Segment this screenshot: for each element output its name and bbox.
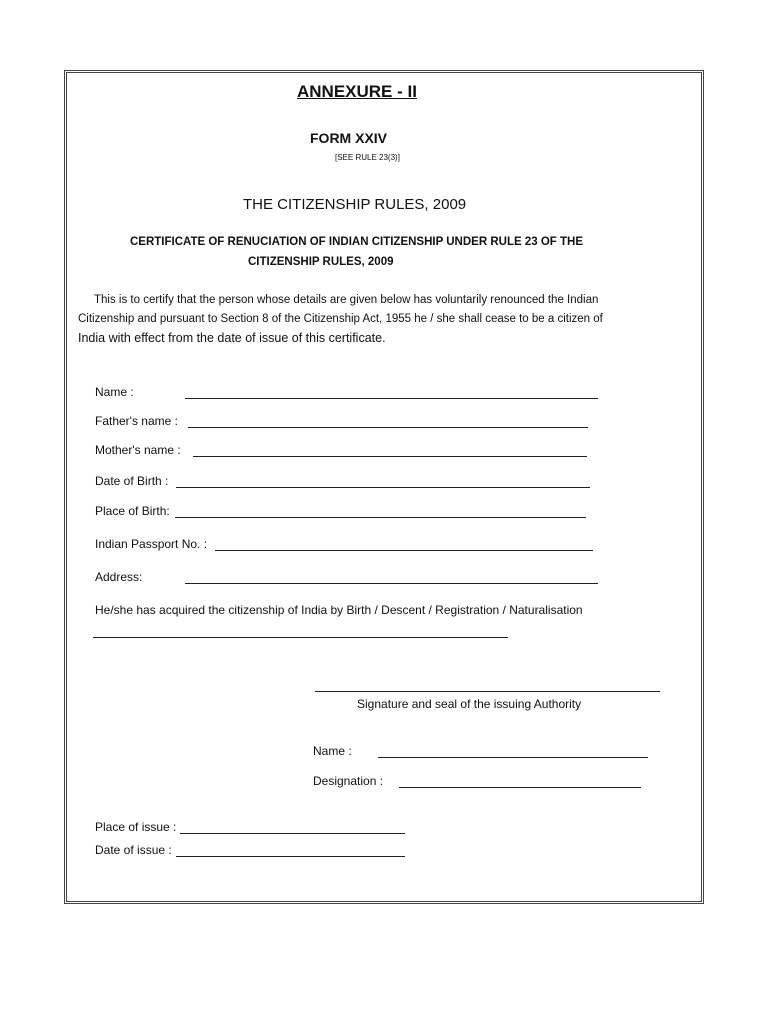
authority-designation-label: Designation :	[313, 774, 384, 788]
field-place-of-birth	[95, 504, 170, 518]
field-label: Address:	[95, 570, 143, 584]
field-label: Mother's name :	[95, 443, 181, 457]
signature-caption: Signature and seal of the issuing Authority	[357, 697, 582, 711]
place-of-issue-label: Place of issue :	[95, 820, 177, 834]
authority-designation-entry-line[interactable]	[399, 776, 641, 788]
acquired-citizenship-statement: He/she has acquired the citizenship of India by Birth / Descent / Registration / Naturalisation	[95, 603, 583, 617]
paragraph-line: India with effect from the date of issue of this certificate.	[78, 331, 386, 345]
annexure-heading: ANNEXURE - II	[297, 82, 417, 101]
place-of-issue-entry-line[interactable]	[180, 822, 405, 834]
certification-paragraph	[78, 291, 678, 348]
field-father-name	[95, 414, 178, 428]
date-of-birth-entry-line[interactable]	[176, 476, 590, 488]
father-name-entry-line[interactable]	[188, 416, 588, 428]
address-entry-line[interactable]	[185, 572, 598, 584]
paragraph-line: Citizenship and pursuant to Section 8 of the Citizenship Act, 1955 he / she shall cease to be a citizen of	[78, 313, 603, 325]
certificate-title-line1: CERTIFICATE OF RENUCIATION OF INDIAN CITIZENSHIP UNDER RULE 23 OF THE	[130, 236, 583, 248]
date-of-issue-label: Date of issue :	[95, 843, 172, 857]
field-address	[95, 570, 142, 584]
rules-title: THE CITIZENSHIP RULES, 2009	[243, 196, 467, 213]
mother-name-entry-line[interactable]	[193, 445, 587, 457]
authority-name-entry-line[interactable]	[378, 746, 648, 758]
acquired-citizenship-entry-line[interactable]	[93, 626, 508, 638]
passport-number-entry-line[interactable]	[215, 539, 593, 551]
field-label: Place of Birth:	[95, 504, 170, 518]
certificate-title-line2: CITIZENSHIP RULES, 2009	[248, 256, 394, 268]
field-name	[95, 385, 134, 399]
field-label: Indian Passport No. :	[95, 537, 208, 551]
field-passport-number	[95, 537, 207, 551]
field-label: Date of Birth :	[95, 474, 169, 488]
field-mother-name	[95, 443, 181, 457]
name-entry-line[interactable]	[185, 387, 598, 399]
place-of-birth-entry-line[interactable]	[175, 506, 586, 518]
field-label: Name :	[95, 385, 134, 399]
date-of-issue-entry-line[interactable]	[176, 845, 405, 857]
form-heading: FORM XXIV	[310, 130, 388, 146]
authority-name-label: Name :	[313, 744, 352, 758]
see-rule-note: [SEE RULE 23(3)]	[335, 153, 400, 162]
signature-entry-line[interactable]	[315, 680, 660, 692]
paragraph-line: This is to certify that the person whose details are given below has voluntarily renounced the Indian	[94, 294, 599, 306]
field-label: Father's name :	[95, 414, 178, 428]
field-date-of-birth	[95, 474, 168, 488]
